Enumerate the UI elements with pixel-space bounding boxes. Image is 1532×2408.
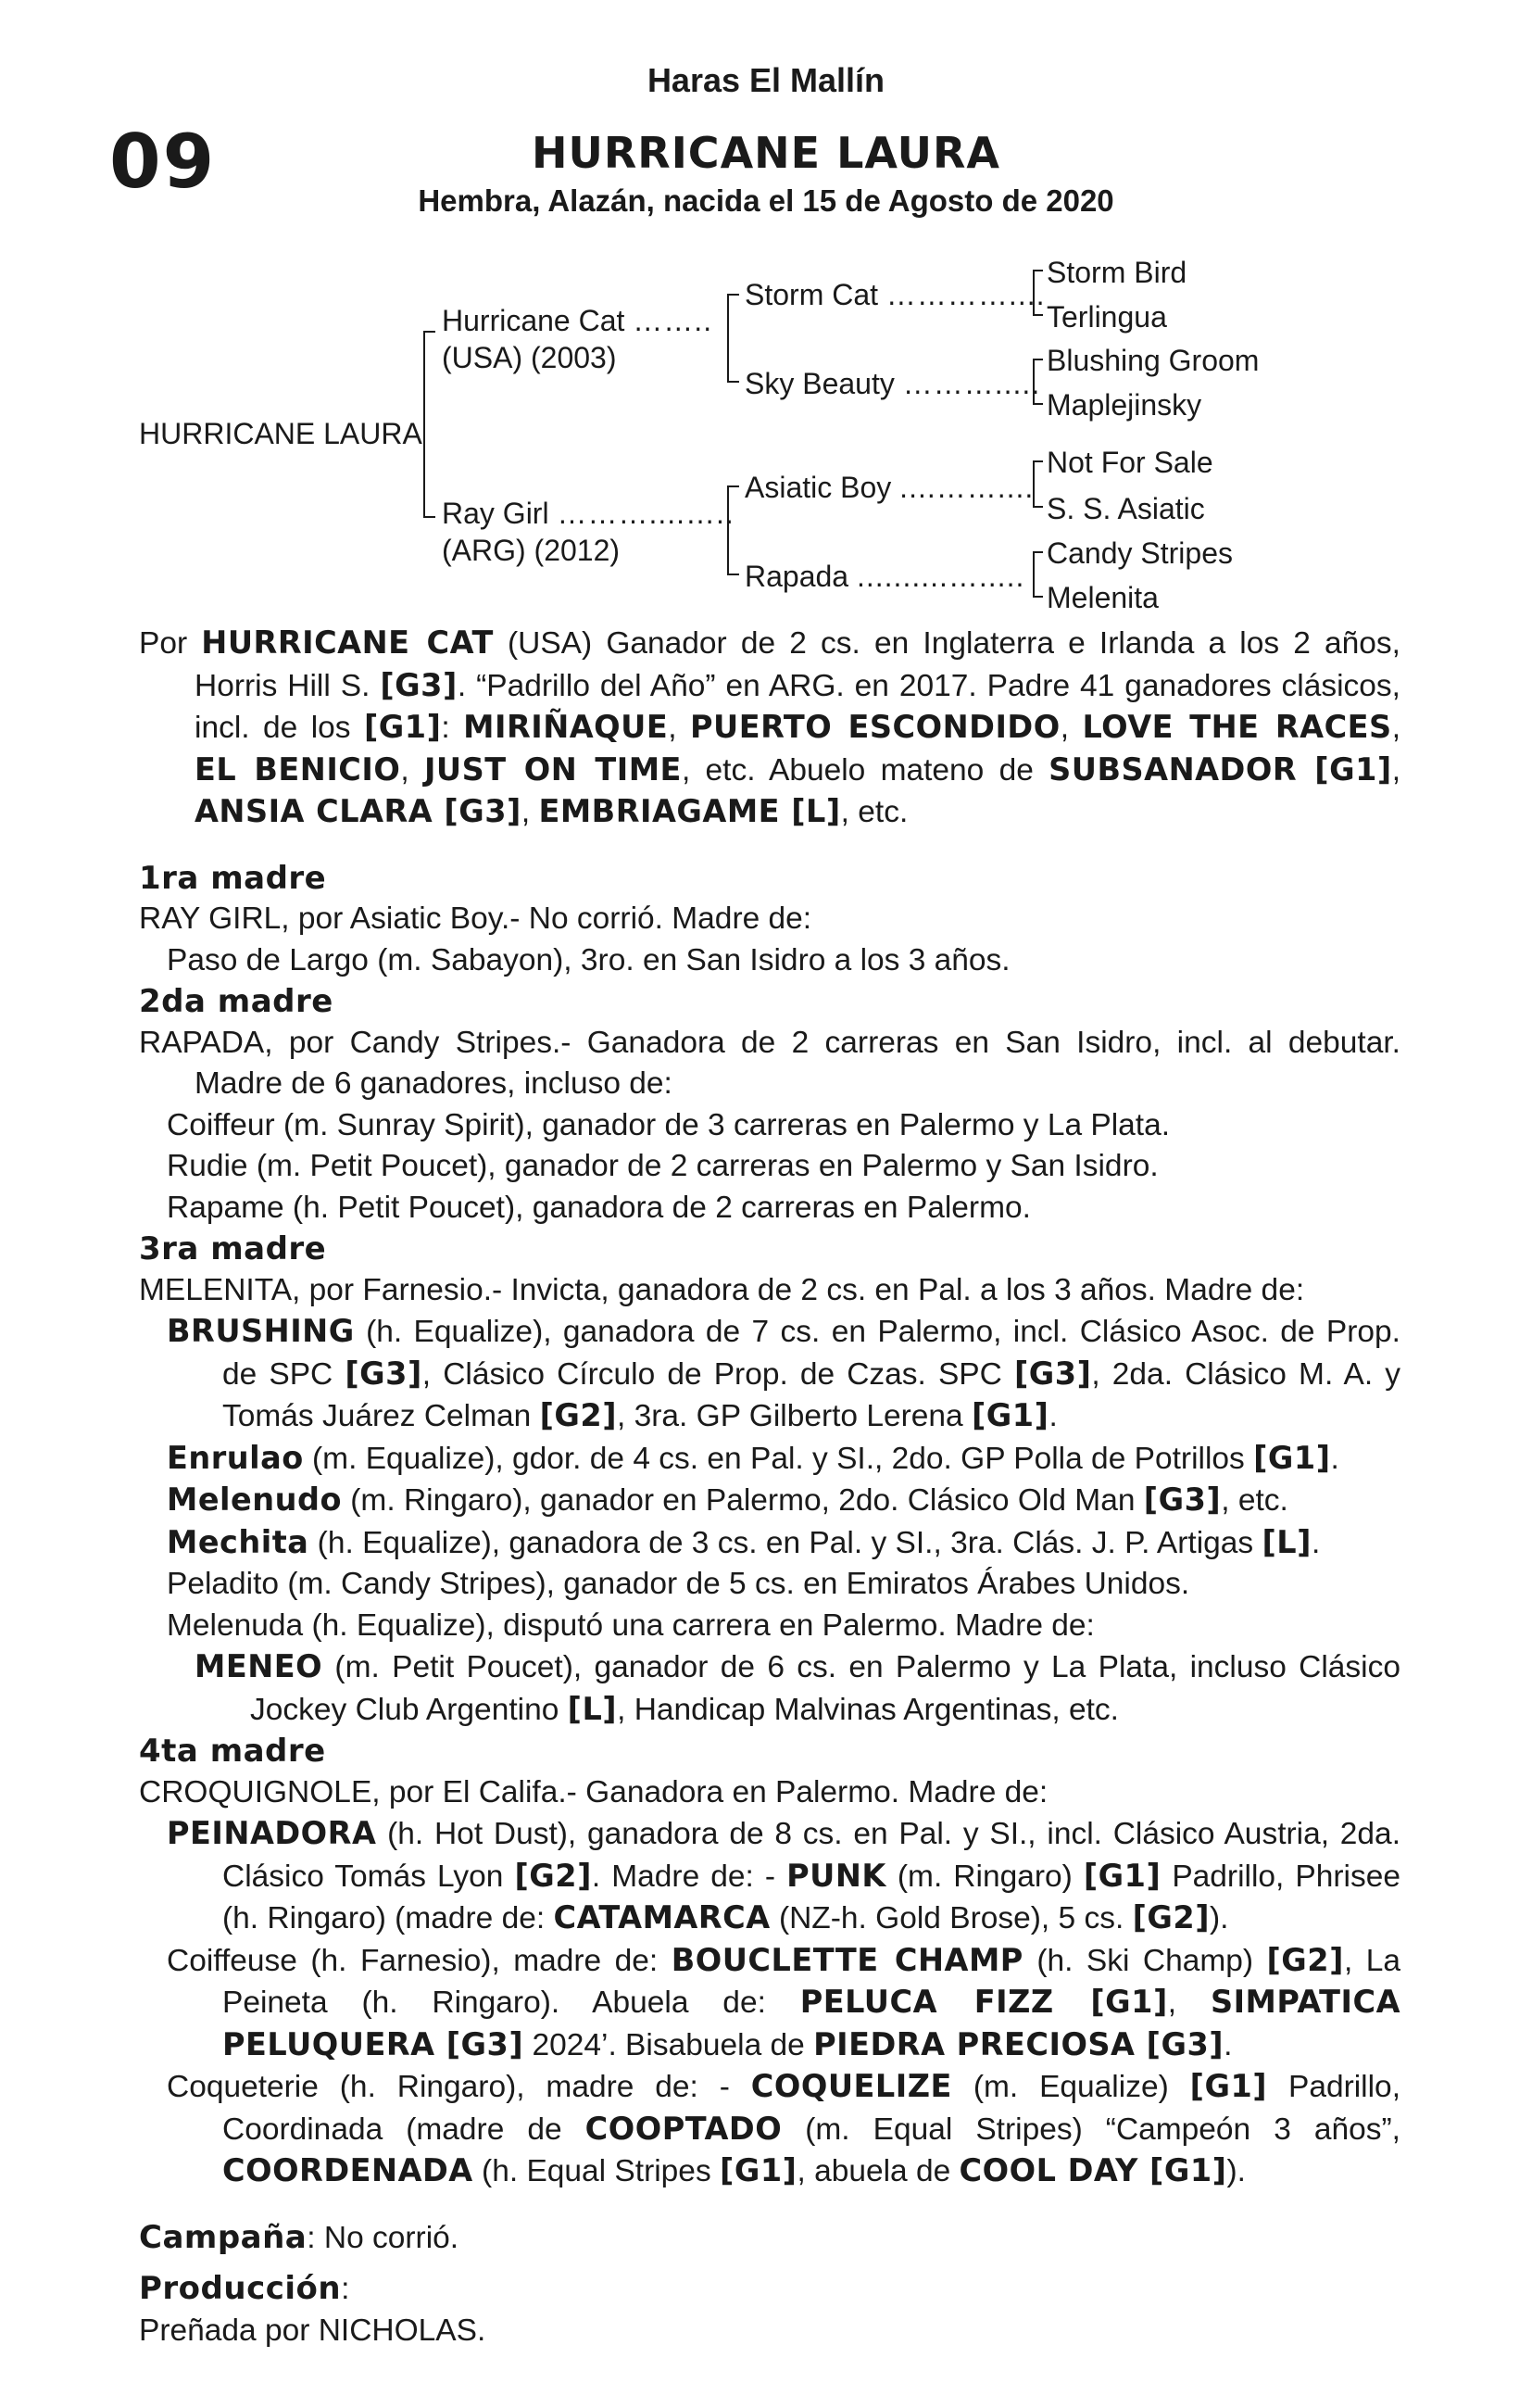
madre4-heading: 4ta madre bbox=[139, 1733, 326, 1770]
pedigree-brackets bbox=[0, 0, 1532, 630]
madre3-peladito: Peladito (m. Candy Stripes), ganador de 5 cs. en Emiratos Árabes Unidos. bbox=[167, 1567, 1190, 1601]
madre3-heading: 3ra madre bbox=[139, 1230, 327, 1267]
pedigree-dam-info: (ARG) (2012) bbox=[442, 534, 621, 567]
madre4-coiffeuse: Coiffeuse (h. Farnesio), madre de: BOUCLETTE CHAMP (h. Ski Champ) [G2], La Peineta (h. Ringaro). Abuela de: PELUCA FIZZ [G1], SIMPATICA PELUQUERA [G3] 2024’. Bisabuela de PIEDRA PRECIOSA [G3]. bbox=[167, 1941, 1400, 2062]
pedigree-ggp-3: Blushing Groom bbox=[1047, 344, 1260, 377]
pedigree-dam-dam: Rapada ..........…..... bbox=[745, 560, 1025, 593]
pedigree-sire-info: (USA) (2003) bbox=[442, 341, 617, 374]
campana-line: Campaña: No corrió. bbox=[139, 2218, 459, 2256]
madre2-line1: RAPADA, por Candy Stripes.- Ganadora de 2 carreras en San Isidro, incl. al debutar. Madre de 6 ganadores, incluso de: bbox=[139, 1025, 1400, 1101]
madre3-brushing: BRUSHING (h. Equalize), ganadora de 7 cs. en Palermo, incl. Clásico Asoc. de Prop. de SPC [G3], Clásico Círculo de Prop. de Czas. SPC [G3], 2da. Clásico M. A. y Tomás Juárez Celman [G2], 3ra. GP Gilberto Lerena [G1]. bbox=[167, 1313, 1401, 1433]
pedigree-sire-dam: Sky Beauty ………..... bbox=[745, 367, 1041, 400]
madre4-line1: CROQUIGNOLE, por El Califa.- Ganadora en Palermo. Madre de: bbox=[139, 1774, 1049, 1809]
produccion-value: Preñada por NICHOLAS. bbox=[139, 2313, 486, 2348]
madre3-mechita: Mechita (h. Equalize), ganadora de 3 cs. en Pal. y SI., 3ra. Clás. J. P. Artigas [L]. bbox=[167, 1523, 1321, 1560]
madre2-line4: Rapame (h. Petit Poucet), ganadora de 2 carreras en Palermo. bbox=[167, 1190, 1031, 1225]
pedigree-ggp-6: S. S. Asiatic bbox=[1047, 492, 1205, 525]
madre4-peinadora: PEINADORA (h. Hot Dust), ganadora de 8 cs. en Pal. y SI., incl. Clásico Austria, 2da. Clásico Tomás Lyon [G2]. Madre de: - PUNK (m. Ringaro) [G1] Padrillo, Phrisee (h. Ringaro) (madre de: CATAMARCA (NZ-h. Gold Brose), 5 cs. [G2]). bbox=[167, 1815, 1400, 1935]
madre1-line1: RAY GIRL, por Asiatic Boy.- No corrió. Madre de: bbox=[139, 901, 812, 936]
madre3-melenudo: Melenudo (m. Ringaro), ganador en Palermo, 2do. Clásico Old Man [G3], etc. bbox=[167, 1481, 1288, 1518]
bracket-sire bbox=[728, 295, 739, 382]
sire-paragraph: Por HURRICANE CAT (USA) Ganador de 2 cs. en Inglaterra e Irlanda a los 2 años, Horris Hill S. [G3]. “Padrillo del Año” en ARG. en 2017. Padre 41 ganadores clásicos, incl. de los [G1]: MIRIÑAQUE, PUERTO ESCONDIDO, LOVE THE RACES, EL BENICIO, JUST ON TIME, etc. Abuelo mateno de SUBSANADOR [G1], ANSIA CLARA [G3], EMBRIAGAME [L], etc. bbox=[139, 624, 1401, 829]
horse-description: Hembra, Alazán, nacida el 15 de Agosto de 2020 bbox=[418, 183, 1114, 218]
madre4-coqueterie: Coqueterie (h. Ringaro), madre de: - COQUELIZE (m. Equalize) [G1] Padrillo, Coordinada (madre de COOPTADO (m. Equal Stripes) “Campeón 3 años”, COORDENADA (h. Equal Stripes [G1], abuela de COOL DAY [G1]). bbox=[167, 2068, 1400, 2188]
pedigree-sire: Hurricane Cat …….. bbox=[442, 304, 713, 337]
bracket-gen1 bbox=[424, 332, 435, 517]
haras-name: Haras El Mallín bbox=[647, 61, 885, 99]
bracket-rapada bbox=[1034, 552, 1043, 597]
pedigree-ggp-7: Candy Stripes bbox=[1047, 536, 1233, 570]
pedigree-ggp-2: Terlingua bbox=[1047, 300, 1167, 334]
madre1-heading: 1ra madre bbox=[139, 859, 327, 897]
catalog-body bbox=[139, 623, 1400, 2351]
produccion-line: Producción: bbox=[139, 2270, 350, 2307]
madre3-meneo: MENEO (m. Petit Poucet), ganador de 6 cs. en Palermo y La Plata, incluso Clásico Jockey Club Argentino [L], Handicap Malvinas Argentinas, etc. bbox=[195, 1648, 1400, 1727]
pedigree-ggp-1: Storm Bird bbox=[1047, 256, 1187, 289]
horse-name: HURRICANE LAURA bbox=[532, 128, 1000, 178]
pedigree-dam: Ray Girl ………....….. bbox=[442, 497, 735, 530]
pedigree-subject: HURRICANE LAURA bbox=[139, 417, 422, 450]
pedigree-ggp-5: Not For Sale bbox=[1047, 446, 1213, 479]
pedigree-ggp-8: Melenita bbox=[1047, 581, 1159, 614]
madre2-heading: 2da madre bbox=[139, 983, 333, 1020]
madre2-line3: Rudie (m. Petit Poucet), ganador de 2 carreras en Palermo y San Isidro. bbox=[167, 1149, 1159, 1183]
madre2-line2: Coiffeur (m. Sunray Spirit), ganador de 3 carreras en Palermo y La Plata. bbox=[167, 1107, 1171, 1142]
pedigree-dam-sire: Asiatic Boy ....…….... bbox=[745, 471, 1035, 504]
pedigree-sire-sire: Storm Cat ………….... bbox=[745, 278, 1046, 311]
pedigree-ggp-4: Maplejinsky bbox=[1047, 388, 1202, 422]
madre1-line2: Paso de Largo (m. Sabayon), 3ro. en San Isidro a los 3 años. bbox=[167, 942, 1011, 977]
madre3-line1: MELENITA, por Farnesio.- Invicta, ganadora de 2 cs. en Pal. a los 3 años. Madre de: bbox=[139, 1272, 1305, 1307]
lot-number: 09 bbox=[109, 119, 217, 205]
madre3-enrulao: Enrulao (m. Equalize), gdor. de 4 cs. en Pal. y SI., 2do. GP Polla de Potrillos [G1]. bbox=[167, 1439, 1339, 1476]
madre3-melenuda: Melenuda (h. Equalize), disputó una carrera en Palermo. Madre de: bbox=[167, 1607, 1095, 1643]
bracket-asiaticboy bbox=[1034, 461, 1043, 507]
